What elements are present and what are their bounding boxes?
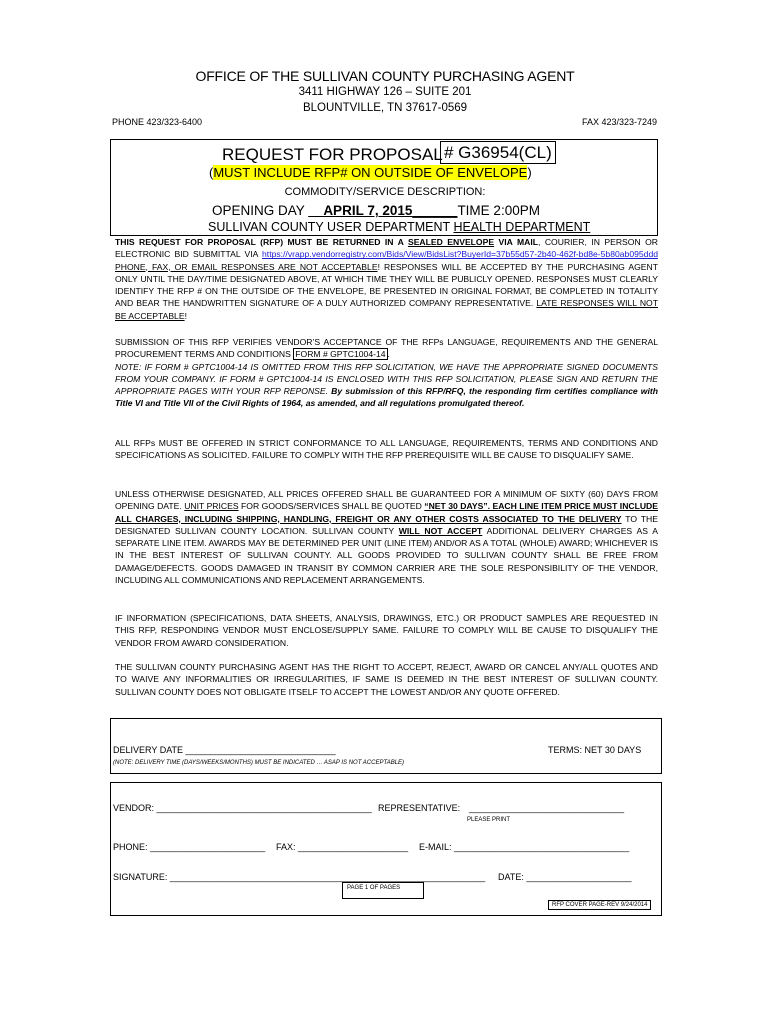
must-include-text: MUST INCLUDE RFP# ON OUTSIDE OF ENVELOPE	[213, 165, 528, 180]
p1-a: THIS REQUEST FOR PROPOSAL (RFP) MUST BE RETURNED IN A	[115, 237, 408, 247]
phone-field[interactable]: PHONE: _______________________	[113, 842, 266, 852]
opening-day	[212, 203, 540, 218]
address-line-1: 3411 HIGHWAY 126 – SUITE 201	[298, 86, 472, 98]
p1-not-acceptable: PHONE, FAX, OR EMAIL RESPONSES ARE NOT ACCEPTABLE	[115, 261, 378, 272]
rfp-number: # G36954(CL)	[440, 141, 556, 164]
page-count: PAGE 1 OF PAGES	[347, 885, 401, 891]
rfp-title: REQUEST FOR PROPOSAL	[222, 145, 443, 164]
p4-g: ADDITIONAL DELIVERY CHARGES AS A SEPARATE LINE ITEM. AWARDS MAY BE DETERMINED PER UNIT (LINE ITEM) AND/OR AS A TOTAL (WHOLE) AWARD; WHICHEVER IS IN THE BEST INTEREST OF SULLIVAN COUNTY. ALL GOODS PROVIDED TO SULLIVAN COUNTY SHALL BE FREE FROM DAMAGE/DEFECTS. GOODS DAMAGED IN TRANSIT BY COMMON CARRIER ARE THE SOLE RESPONSIBILITY OF THE VENDOR, INCLUDING ALL COMMUNICATIONS AND REPLACEMENT ARRANGEMENTS.	[115, 525, 658, 586]
p4-a: UNLESS OTHERWISE DESIGNATED, ALL PRICES OFFERED SHALL BE GUARANTEED FOR A MINIMUM OF SIXTY (60) DAYS FROM OPENING DATE.	[115, 489, 658, 512]
dept-name: HEALTH DEPARTMENT	[453, 220, 591, 234]
p1-late-responses: LATE RESPONSES WILL NOT BE ACCEPTABLE	[115, 298, 658, 321]
p1-d: , COURIER, IN PERSON OR ELECTRONIC BID SUBMITTAL VIA	[115, 237, 659, 260]
p2-civil-rights: By submission of this RFP/RFQ, the responding firm certifies compliance with Title VI and Title VII of the Civil Rights of 1964, as amended, and all regulations promulgated thereof.	[115, 386, 658, 409]
paragraph-verification	[115, 336, 658, 410]
bid-link[interactable]: https://vrapp.vendorregistry.com/Bids/View/BidsList?BuyerId=37b55d57-2b40-462f-bd8e-5b80ab095ddd	[262, 249, 658, 260]
p4-will-not-accept: WILL NOT ACCEPT	[398, 525, 483, 536]
representative-field[interactable]: _______________________________	[469, 803, 625, 813]
phone-number: PHONE 423/323-6400	[112, 117, 203, 127]
opening-blank: ______	[412, 203, 458, 218]
paragraph-pricing	[115, 488, 658, 586]
p4-net30: “NET 30 DAYS”. EACH LINE ITEM PRICE MUST INCLUDE ALL CHARGES, INCLUDING SHIPPING, HANDLING, FREIGHT OR ANY OTHER COSTS ASSOCIATED TO THE DELIVERY	[115, 501, 658, 524]
email-field[interactable]: E-MAIL: ___________________________________	[419, 842, 630, 852]
commodity-description: COMMODITY/SERVICE DESCRIPTION:	[284, 186, 486, 198]
p4-c: FOR GOODS/SERVICES SHALL BE QUOTED	[238, 501, 425, 512]
opening-date: __APRIL 7, 2015	[308, 203, 413, 218]
p4-unit-prices: UNIT PRICES	[184, 501, 239, 512]
revision-label: RFP COVER PAGE-REV 9/24/2014	[548, 900, 651, 910]
office-title: OFFICE OF THE SULLIVAN COUNTY PURCHASING AGENT	[195, 68, 575, 84]
signature-field[interactable]: SIGNATURE: _______________________________________________________________	[113, 872, 486, 882]
please-print: PLEASE PRINT	[467, 817, 511, 823]
p1-f: ! RESPONSES WILL BE ACCEPTED BY THE PURCHASING AGENT ONLY UNTIL THE DAY/TIME DESIGNATED ABOVE, AT WHICH TIME THEY WILL BE PUBLICLY OPENED. RESPONSES MUST CLEARLY IDENTIFY THE RFP # ON THE OUTSIDE OF THE ENVELOPE, BE PRESENTED IN ORIGINAL FORMAT, BE COMPLETED IN TOTALITY AND BEAR THE HANDWRITTEN SIGNATURE OF A DULY AUTHORIZED COMPANY REPRESENTATIVE.	[115, 261, 658, 309]
p4-e: TO THE DESIGNATED SULLIVAN COUNTY LOCATION. SULLIVAN COUNTY	[115, 513, 658, 536]
must-close-paren: )	[527, 165, 532, 180]
paragraph-conformance: ALL RFPs MUST BE OFFERED IN STRICT CONFORMANCE TO ALL LANGUAGE, REQUIREMENTS, TERMS AND CONDITIONS AND SPECIFICATIONS AS SOLICITED. FAILURE TO COMPLY WITH THE RFP PREREQUISITE WILL BE CAUSE TO DISQUALIFY SAME.	[115, 438, 658, 461]
p1-via-mail: VIA MAIL	[494, 237, 539, 247]
p2-b: .	[387, 349, 390, 360]
representative-label: REPRESENTATIVE:	[378, 803, 461, 813]
delivery-note: (NOTE: DELIVERY TIME (DAYS/WEEKS/MONTHS) MUST BE INDICATED … ASAP IS NOT ACCEPTABLE)	[113, 760, 405, 766]
fax-number: FAX 423/323-7249	[581, 117, 657, 127]
opening-time: TIME 2:00PM	[457, 203, 540, 218]
p1-sealed-envelope: SEALED ENVELOPE	[407, 237, 495, 247]
date-field[interactable]: DATE: _____________________	[498, 872, 632, 882]
dept-prefix: SULLIVAN COUNTY USER DEPARTMENT	[208, 220, 454, 234]
p1-h: !	[184, 310, 187, 321]
p2-note: NOTE: IF FORM # GPTC1004-14 IS OMITTED FROM THIS RFP SOLICITATION, WE HAVE THE APPROPRIATE SIGNED DOCUMENTS FROM YOUR COMPANY. IF FORM # GPTC1004-14 IS ENCLOSED WITH THIS RFP SOLICITATION, PLEASE SIGN AND RETURN THE APPROPRIATE PAGES WITH YOUR RFP REPONSE.	[115, 361, 658, 397]
opening-label: OPENING DAY	[212, 203, 305, 218]
form-number: FORM # GPTC1004-14	[295, 349, 386, 360]
must-open-paren: (	[209, 165, 214, 180]
p2-a: SUBMISSION OF THIS RFP VERIFIES VENDOR’S ACCEPTANCE OF THE RFPs LANGUAGE, REQUIREMENTS AND THE GENERAL PROCUREMENT TERMS AND CONDITIONS	[115, 337, 658, 360]
page-count-box	[342, 882, 424, 899]
delivery-date-field[interactable]: DELIVERY DATE ______________________________	[113, 745, 336, 755]
paragraph-submission	[115, 236, 658, 322]
fax-field[interactable]: FAX: ______________________	[276, 842, 409, 852]
vendor-field[interactable]: VENDOR: ___________________________________________	[113, 803, 372, 813]
address-line-2: BLOUNTVILLE, TN 37617-0569	[302, 102, 468, 114]
paragraph-information: IF INFORMATION (SPECIFICATIONS, DATA SHEETS, ANALYSIS, DRAWINGS, ETC.) OR PRODUCT SAMPLES ARE REQUESTED IN THIS RFP, RESPONDING VENDOR MUST ENCLOSE/SUPPLY SAME. FAILURE TO COMPLY WILL BE CAUSE TO DISQUALIFY THE VENDOR FROM AWARD CONSIDERATION.	[115, 613, 658, 648]
terms: TERMS: NET 30 DAYS	[548, 745, 642, 755]
must-include-notice	[209, 165, 532, 180]
user-department	[208, 220, 590, 234]
paragraph-rights: THE SULLIVAN COUNTY PURCHASING AGENT HAS THE RIGHT TO ACCEPT, REJECT, AWARD OR CANCEL ANY/ALL QUOTES AND TO WAIVE ANY INFORMALITIES OR IRREGULARITIES, IF SAME IS DEEMED IN THE BEST INTEREST OF SULLIVAN COUNTY. SULLIVAN COUNTY DOES NOT OBLIGATE ITSELF TO ACCEPT THE LOWEST AND/OR ANY QUOTE OFFERED.	[115, 662, 658, 697]
